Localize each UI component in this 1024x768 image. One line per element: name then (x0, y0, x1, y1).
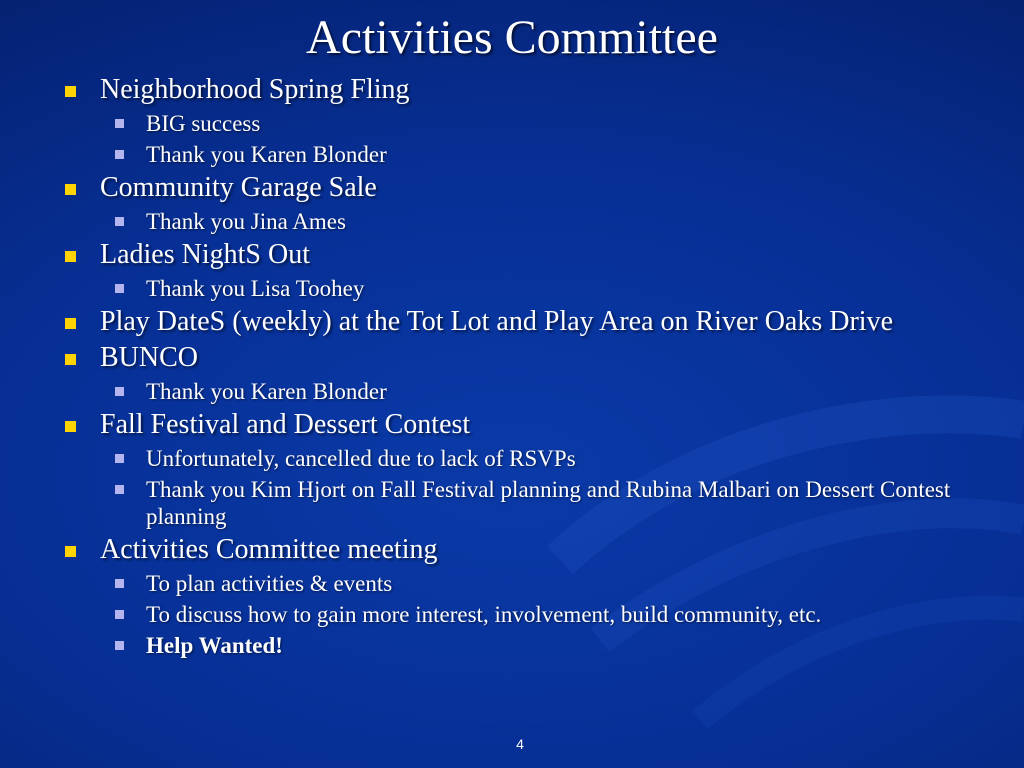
sub-bullet-text: To discuss how to gain more interest, involvement, build community, etc. (146, 602, 822, 627)
bullet-item (62, 306, 962, 338)
sub-bullet-item (62, 378, 962, 405)
bullet-item (62, 342, 962, 374)
sub-bullet-item (62, 570, 962, 597)
bullet-text: Play DateS (weekly) at the Tot Lot and Play Area on River Oaks Drive (100, 306, 893, 337)
square-bullet-icon (65, 546, 76, 557)
square-bullet-icon (65, 354, 76, 365)
sub-bullet-item (62, 476, 962, 530)
sub-bullet-text: Thank you Karen Blonder (146, 379, 387, 404)
help-wanted-text: Help Wanted! (146, 633, 283, 658)
square-bullet-icon (65, 318, 76, 329)
square-bullet-icon (65, 251, 76, 262)
sub-bullet-item (62, 445, 962, 472)
page-number: 4 (516, 736, 524, 752)
sub-bullet-text: Thank you Jina Ames (146, 209, 346, 234)
sub-bullet-text: Thank you Karen Blonder (146, 142, 387, 167)
sub-bullet-item (62, 275, 962, 302)
sub-bullet-item (62, 208, 962, 235)
square-bullet-icon (115, 119, 124, 128)
sub-bullet-item (62, 110, 962, 137)
bullet-list (62, 70, 962, 659)
square-bullet-icon (115, 579, 124, 588)
sub-bullet-text: Thank you Kim Hjort on Fall Festival planning and Rubina Malbari on Dessert Contest planning (146, 477, 951, 529)
bullet-item (62, 409, 962, 441)
sub-bullet-item (62, 632, 962, 659)
bullet-item (62, 74, 962, 106)
bullet-text: Activities Committee meeting (100, 534, 438, 565)
sub-bullet-text: Thank you Lisa Toohey (146, 276, 365, 301)
square-bullet-icon (115, 454, 124, 463)
square-bullet-icon (65, 184, 76, 195)
square-bullet-icon (115, 485, 124, 494)
sub-bullet-text: To plan activities & events (146, 571, 393, 596)
sub-bullet-item (62, 601, 962, 628)
square-bullet-icon (115, 610, 124, 619)
sub-bullet-text: BIG success (146, 111, 261, 136)
sub-bullet-item (62, 141, 962, 168)
square-bullet-icon (115, 284, 124, 293)
bullet-item (62, 534, 962, 566)
bullet-text: BUNCO (100, 342, 199, 373)
square-bullet-icon (65, 421, 76, 432)
bullet-text: Fall Festival and Dessert Contest (100, 409, 471, 440)
bullet-text: Neighborhood Spring Fling (100, 74, 410, 105)
square-bullet-icon (115, 150, 124, 159)
square-bullet-icon (115, 387, 124, 396)
sub-bullet-text: Unfortunately, cancelled due to lack of RSVPs (146, 446, 576, 471)
square-bullet-icon (65, 86, 76, 97)
slide-title: Activities Committee (306, 11, 718, 64)
square-bullet-icon (115, 641, 124, 650)
bullet-item (62, 239, 962, 271)
bullet-text: Ladies NightS Out (100, 239, 310, 270)
bullet-item (62, 172, 962, 204)
square-bullet-icon (115, 217, 124, 226)
bullet-text: Community Garage Sale (100, 172, 377, 203)
